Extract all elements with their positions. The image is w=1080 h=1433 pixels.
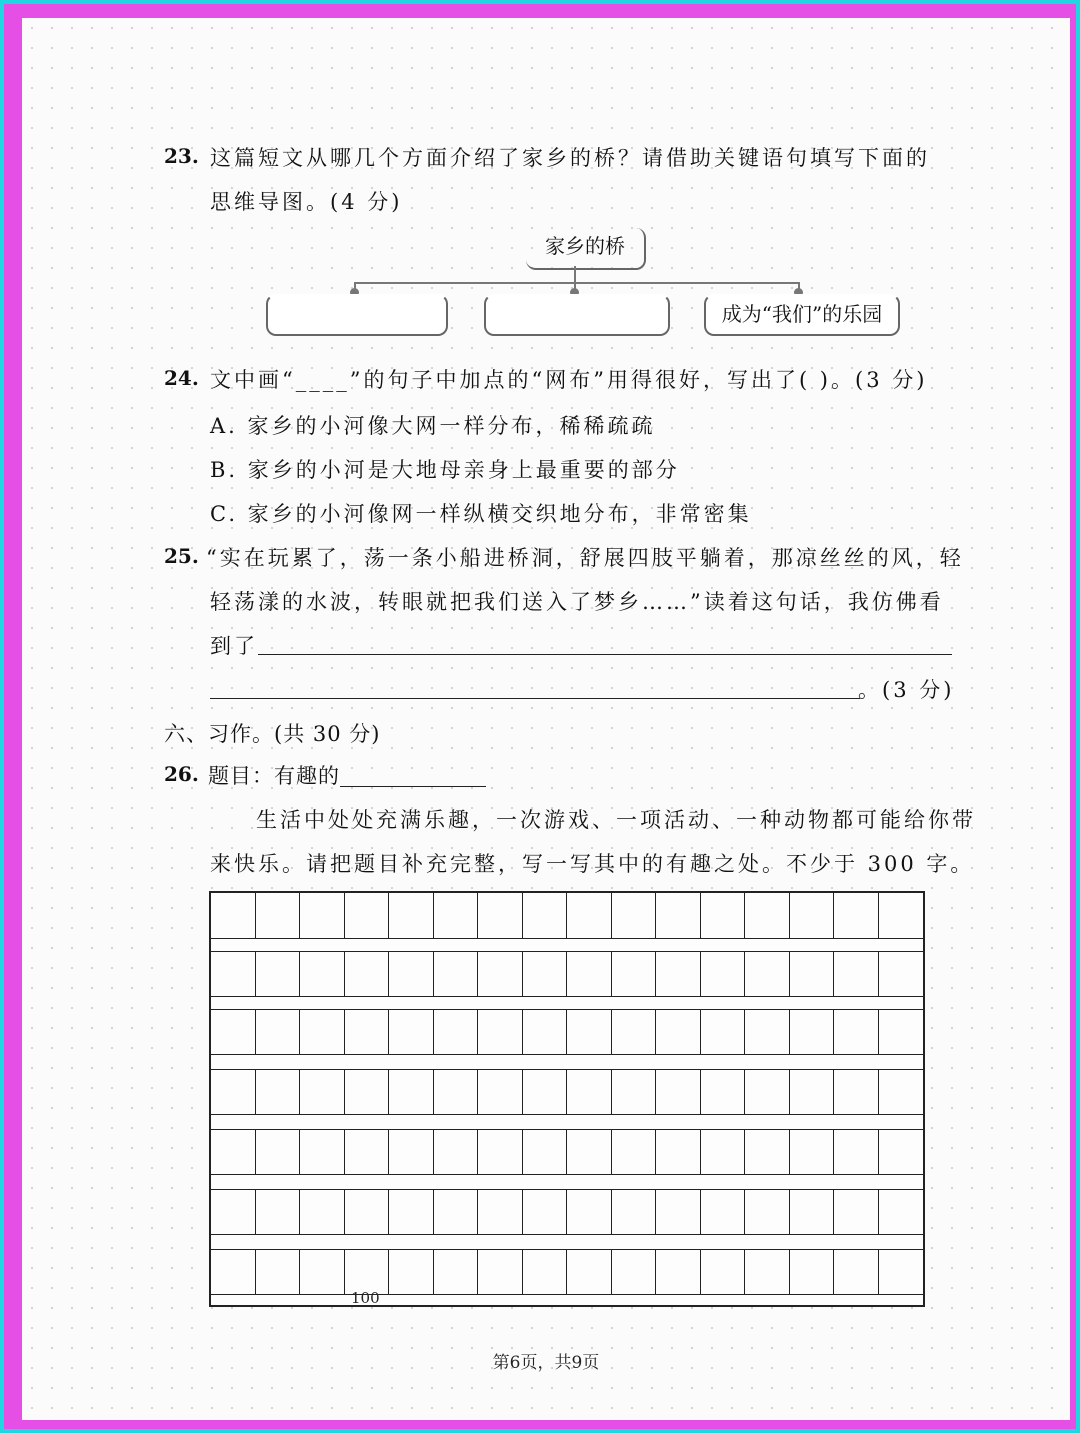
- grid-cell[interactable]: [834, 1130, 879, 1174]
- grid-cell[interactable]: [256, 1070, 301, 1114]
- grid-cell[interactable]: [300, 1190, 345, 1234]
- exam-page: [22, 18, 1070, 1420]
- q25-answer-line-1[interactable]: [258, 654, 952, 655]
- grid-cell[interactable]: [434, 1250, 479, 1294]
- grid-cell[interactable]: [434, 1130, 479, 1174]
- grid-cell[interactable]: [701, 1250, 746, 1294]
- outer-frame: [4, 4, 1076, 1429]
- q23-number: 23.: [164, 144, 199, 168]
- grid-cell[interactable]: [300, 1130, 345, 1174]
- grid-cell[interactable]: [389, 1010, 434, 1054]
- grid-cell[interactable]: [434, 1010, 479, 1054]
- grid-cell[interactable]: [745, 1070, 790, 1114]
- grid-cell[interactable]: [300, 893, 345, 938]
- grid-cell[interactable]: [211, 1190, 256, 1234]
- grid-cell[interactable]: [211, 1130, 256, 1174]
- q24-option-c: C. 家乡的小河像网一样纵横交织地分布，非常密集: [210, 502, 752, 526]
- grid-cell[interactable]: [879, 952, 924, 996]
- grid-row-6: [211, 1189, 923, 1235]
- grid-cell[interactable]: [434, 893, 479, 938]
- q26-title-blank[interactable]: [340, 786, 486, 787]
- grid-cell[interactable]: [345, 1190, 390, 1234]
- grid-cell[interactable]: [478, 1250, 523, 1294]
- grid-cell[interactable]: [701, 893, 746, 938]
- mindmap-root: 家乡的桥: [526, 228, 646, 270]
- grid-cell[interactable]: [478, 893, 523, 938]
- grid-cell[interactable]: [345, 1070, 390, 1114]
- grid-cell[interactable]: [701, 952, 746, 996]
- writing-grid[interactable]: [209, 891, 925, 1307]
- q24-number: 24.: [164, 366, 199, 390]
- grid-cell[interactable]: [389, 893, 434, 938]
- grid-cell[interactable]: [478, 1010, 523, 1054]
- q25-number: 25.: [164, 544, 199, 568]
- grid-cell[interactable]: [345, 1010, 390, 1054]
- q25-score: 。(3 分): [858, 678, 955, 702]
- grid-cell[interactable]: [567, 1250, 612, 1294]
- grid-cell[interactable]: [701, 1190, 746, 1234]
- grid-cell[interactable]: [567, 1190, 612, 1234]
- grid-row-2: [211, 951, 923, 997]
- page-number: 第6页，共9页: [492, 1353, 600, 1373]
- grid-cell[interactable]: [389, 1130, 434, 1174]
- grid-cell[interactable]: [879, 1250, 924, 1294]
- grid-cell[interactable]: [612, 1250, 657, 1294]
- grid-cell[interactable]: [478, 1070, 523, 1114]
- grid-row-7: [211, 1249, 923, 1295]
- grid-cell[interactable]: [879, 1130, 924, 1174]
- grid-cell[interactable]: [790, 1130, 835, 1174]
- grid-cell[interactable]: [211, 1250, 256, 1294]
- grid-cell[interactable]: [567, 1130, 612, 1174]
- grid-cell[interactable]: [211, 952, 256, 996]
- grid-cell[interactable]: [701, 1010, 746, 1054]
- grid-cell[interactable]: [211, 1010, 256, 1054]
- grid-cell[interactable]: [300, 952, 345, 996]
- grid-cell[interactable]: [879, 1190, 924, 1234]
- grid-cell[interactable]: [790, 952, 835, 996]
- grid-cell[interactable]: [389, 1070, 434, 1114]
- grid-cell[interactable]: [701, 1130, 746, 1174]
- q25-line3: 到了: [210, 634, 258, 658]
- grid-cell[interactable]: [523, 1190, 568, 1234]
- grid-cell[interactable]: [434, 952, 479, 996]
- grid-cell[interactable]: [345, 1130, 390, 1174]
- grid-cell[interactable]: [256, 952, 301, 996]
- grid-cell[interactable]: [834, 1190, 879, 1234]
- grid-cell[interactable]: [834, 1070, 879, 1114]
- grid-cell[interactable]: [790, 893, 835, 938]
- grid-cell[interactable]: [389, 1250, 434, 1294]
- q26-prompt-line1: 生活中处处充满乐趣，一次游戏、一项活动、一种动物都可能给你带: [256, 808, 976, 832]
- q26-number: 26.: [164, 762, 199, 786]
- grid-cell[interactable]: [389, 1190, 434, 1234]
- grid-row-1: [211, 893, 923, 939]
- grid-cell[interactable]: [567, 952, 612, 996]
- grid-cell[interactable]: [523, 1250, 568, 1294]
- grid-cell[interactable]: [612, 1070, 657, 1114]
- grid-cell[interactable]: [745, 952, 790, 996]
- grid-cell[interactable]: [567, 1010, 612, 1054]
- grid-cell[interactable]: [345, 893, 390, 938]
- grid-cell[interactable]: [834, 1010, 879, 1054]
- grid-cell[interactable]: [523, 1070, 568, 1114]
- grid-cell[interactable]: [656, 1130, 701, 1174]
- mindmap-blank-2[interactable]: [484, 294, 670, 336]
- grid-row-3: [211, 1009, 923, 1055]
- grid-cell[interactable]: [523, 952, 568, 996]
- grid-cell[interactable]: [612, 1190, 657, 1234]
- grid-cell[interactable]: [745, 1130, 790, 1174]
- grid-cell[interactable]: [612, 1130, 657, 1174]
- grid-cell[interactable]: [656, 1070, 701, 1114]
- grid-cell[interactable]: [834, 893, 879, 938]
- grid-cell[interactable]: [256, 893, 301, 938]
- grid-cell[interactable]: [879, 1070, 924, 1114]
- grid-cell[interactable]: [612, 952, 657, 996]
- mindmap-blank-1[interactable]: [266, 294, 448, 336]
- grid-cell[interactable]: [389, 952, 434, 996]
- grid-cell[interactable]: [701, 1070, 746, 1114]
- grid-cell[interactable]: [256, 1130, 301, 1174]
- grid-cell[interactable]: [434, 1190, 479, 1234]
- q26-title: 题目：有趣的: [208, 764, 340, 788]
- grid-cell[interactable]: [211, 893, 256, 938]
- q26-prompt-line2: 来快乐。请把题目补充完整，写一写其中的有趣之处。不少于 300 字。: [210, 852, 975, 876]
- grid-cell[interactable]: [300, 1070, 345, 1114]
- grid-cell[interactable]: [300, 1010, 345, 1054]
- grid-cell[interactable]: [478, 1130, 523, 1174]
- grid-row-5: [211, 1129, 923, 1175]
- section6-title: 六、习作。(共 30 分): [164, 722, 381, 746]
- grid-cell[interactable]: [345, 952, 390, 996]
- grid-cell[interactable]: [879, 893, 924, 938]
- q25-line2: 轻荡漾的水波，转眼就把我们送入了梦乡……”读着这句话，我仿佛看: [210, 590, 944, 614]
- q24-option-a: A. 家乡的小河像大网一样分布，稀稀疏疏: [210, 414, 656, 438]
- grid-cell[interactable]: [745, 1010, 790, 1054]
- q25-line1: “实在玩累了，荡一条小船进桥洞，舒展四肢平躺着，那凉丝丝的风，轻: [206, 546, 964, 570]
- grid-cell[interactable]: [745, 893, 790, 938]
- grid-cell[interactable]: [567, 1070, 612, 1114]
- mindmap-branch-leisure: 成为“我们”的乐园: [704, 294, 900, 336]
- mindmap-bar: [354, 282, 800, 284]
- q24-option-b: B. 家乡的小河是大地母亲身上最重要的部分: [210, 458, 680, 482]
- grid-cell[interactable]: [300, 1250, 345, 1294]
- grid-cell[interactable]: [211, 1070, 256, 1114]
- grid-cell[interactable]: [790, 1010, 835, 1054]
- grid-cell[interactable]: [834, 952, 879, 996]
- grid-cell[interactable]: [745, 1250, 790, 1294]
- grid-cell[interactable]: [745, 1190, 790, 1234]
- grid-cell[interactable]: [790, 1250, 835, 1294]
- grid-cell[interactable]: [790, 1070, 835, 1114]
- grid-count-marker: 100: [351, 1289, 380, 1307]
- grid-cell[interactable]: [879, 1010, 924, 1054]
- grid-cell[interactable]: [656, 1250, 701, 1294]
- grid-cell[interactable]: [656, 1190, 701, 1234]
- grid-cell[interactable]: [656, 952, 701, 996]
- grid-cell[interactable]: [790, 1190, 835, 1234]
- grid-cell[interactable]: [256, 1250, 301, 1294]
- grid-cell[interactable]: [612, 1010, 657, 1054]
- grid-cell[interactable]: [478, 1190, 523, 1234]
- grid-cell[interactable]: [256, 1190, 301, 1234]
- grid-cell[interactable]: [834, 1250, 879, 1294]
- grid-cell[interactable]: [656, 1010, 701, 1054]
- grid-cell[interactable]: [656, 893, 701, 938]
- grid-cell[interactable]: [523, 893, 568, 938]
- grid-cell[interactable]: [345, 1250, 390, 1294]
- q24-question: 文中画“____”的句子中加点的“网布”用得很好，写出了( )。(3 分): [210, 368, 928, 392]
- grid-cell[interactable]: [567, 893, 612, 938]
- q25-answer-line-2[interactable]: [210, 698, 860, 699]
- grid-cell[interactable]: [256, 1010, 301, 1054]
- grid-cell[interactable]: [612, 893, 657, 938]
- q23-line1: 这篇短文从哪几个方面介绍了家乡的桥？请借助关键语句填写下面的: [210, 146, 930, 170]
- q23-line2: 思维导图。(4 分): [210, 190, 403, 214]
- grid-cell[interactable]: [523, 1010, 568, 1054]
- grid-cell[interactable]: [478, 952, 523, 996]
- grid-cell[interactable]: [434, 1070, 479, 1114]
- grid-cell[interactable]: [523, 1130, 568, 1174]
- grid-row-4: [211, 1069, 923, 1115]
